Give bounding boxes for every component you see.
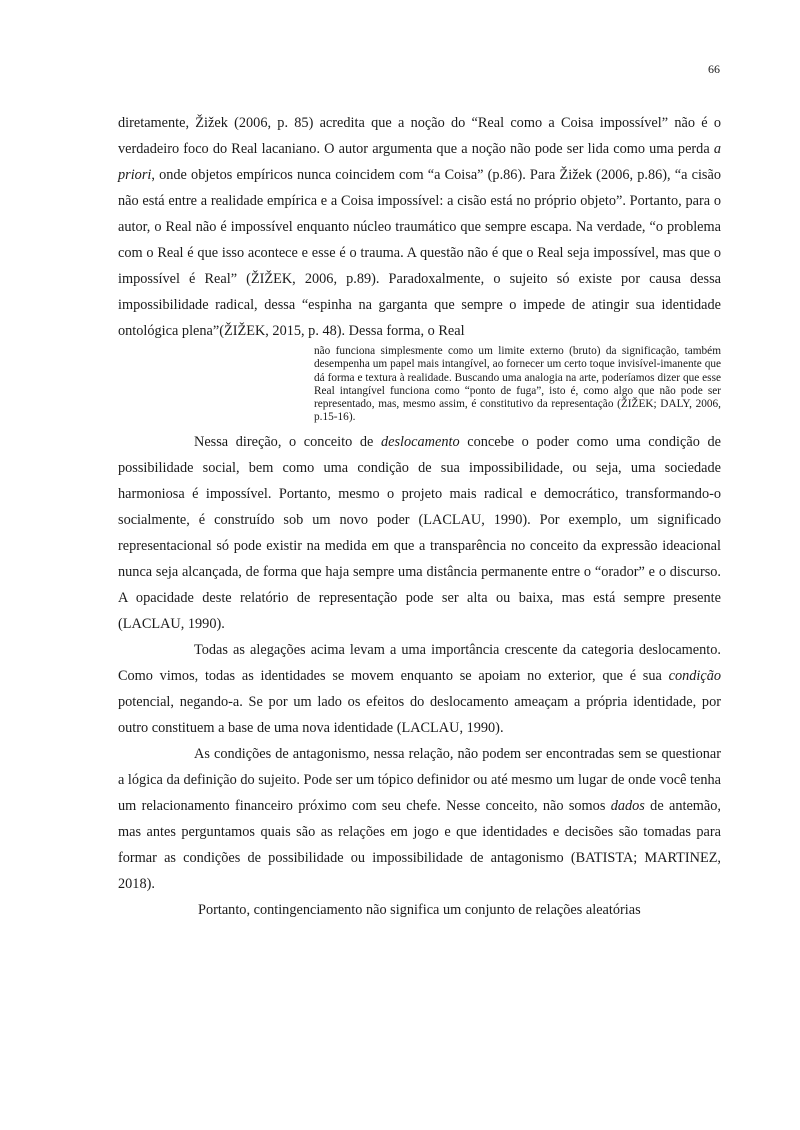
paragraph-3-italic-condicao: condição [668,667,721,684]
paragraph-4-text-b: de antemão, mas antes perguntamos quais são as relações em jogo e que identidades e decisões são tomadas para formar as condições de possibilidade ou impossibilidade de antagonismo (BATISTA; MARTINEZ, 2018). [118,797,721,892]
paragraph-3 [118,637,721,741]
page-number: 66 [708,62,720,76]
paragraph-1-text-b: , onde objetos empíricos nunca coincidem com “a Coisa” (p.86). Para Žižek (2006, p.86), “a cisão não está entre a realidade empírica e a Coisa impossível: a cisão está no próprio objeto”. Portanto, para o autor, o Real não é impossível enquanto núcleo traumático que sempre escapa. Na verdade, “o problema com o Real é que isso acontece e esse é o trauma. A questão não é que o Real seja impossível, mas que o impossível é Real” (ŽIŽEK, 2006, p.89). Paradoxalmente, o sujeito só existe por causa dessa impossibilidade radical, dessa “espinha na garganta que sempre o impede de atingir sua identidade ontológica plena”(ŽIŽEK, 2015, p. 48). Dessa forma, o Real [118,167,721,339]
paragraph-2-text-a: Nessa direção, o conceito de [194,433,381,450]
paragraph-5 [118,897,721,923]
paragraph-5-text: Portanto, contingenciamento não significa um conjunto de relações aleatórias [198,901,641,918]
block-quote: não funciona simplesmente como um limite externo (bruto) da significação, também desempenha um papel mais intangível, ao fornecer um certo toque invisível-imanente que dá forma e textura à realidade. Buscando uma analogia na arte, poderíamos dizer que esse Real intangível funciona como “ponto de fuga”, isto é, como algo que não pode ser representado, mas, mesmo assim, é constitutivo da representação (ŽIŽEK; DALY, 2006, p.15-16). [314,345,721,424]
paragraph-2 [118,429,721,637]
body-text [118,110,721,923]
paragraph-3-text-b: potencial, negando-a. Se por um lado os efeitos do deslocamento ameaçam a própria identidade, por outro constituem a base de uma nova identidade (LACLAU, 1990). [118,693,721,736]
paragraph-4-text-a: As condições de antagonismo, nessa relação, não podem ser encontradas sem se questionar a lógica da definição do sujeito. Pode ser um tópico definidor ou até mesmo um lugar de onde você tenha um relacionamento financeiro próximo com seu chefe. Nesse conceito, não somos [118,745,721,814]
paragraph-4-italic-dados: dados [610,797,645,814]
paragraph-4 [118,741,721,897]
paragraph-1-italic-a-priori: a priori [118,141,721,183]
paragraph-3-text-a: Todas as alegações acima levam a uma importância crescente da categoria deslocamento. Como vimos, todas as identidades se movem enquanto se apoiam no exterior, que é sua [118,641,721,684]
paragraph-2-italic-deslocamento: deslocamento [380,433,460,450]
paragraph-2-text-b: concebe o poder como uma condição de possibilidade social, bem como uma condição de sua impossibilidade, ou seja, uma sociedade harmoniosa é impossível. Portanto, mesmo o projeto mais radical e democrático, transformando-o socialmente, é construído sob um novo poder (LACLAU, 1990). Por exemplo, um significado representacional só pode existir na medida em que a transparência no conceito da expressão ideacional nunca seja alcançada, de forma que haja sempre uma distância permanente entre o “orador” e o discurso. A opacidade deste relatório de representação pode ser alta ou baixa, mas está sempre presente (LACLAU, 1990). [118,433,721,632]
paragraph-1-text-a: diretamente, Žižek (2006, p. 85) acredita que a noção do “Real como a Coisa impossível” não é o verdadeiro foco do Real lacaniano. O autor argumenta que a noção não pode ser lida como uma perda [118,115,721,157]
paragraph-1 [118,110,721,344]
